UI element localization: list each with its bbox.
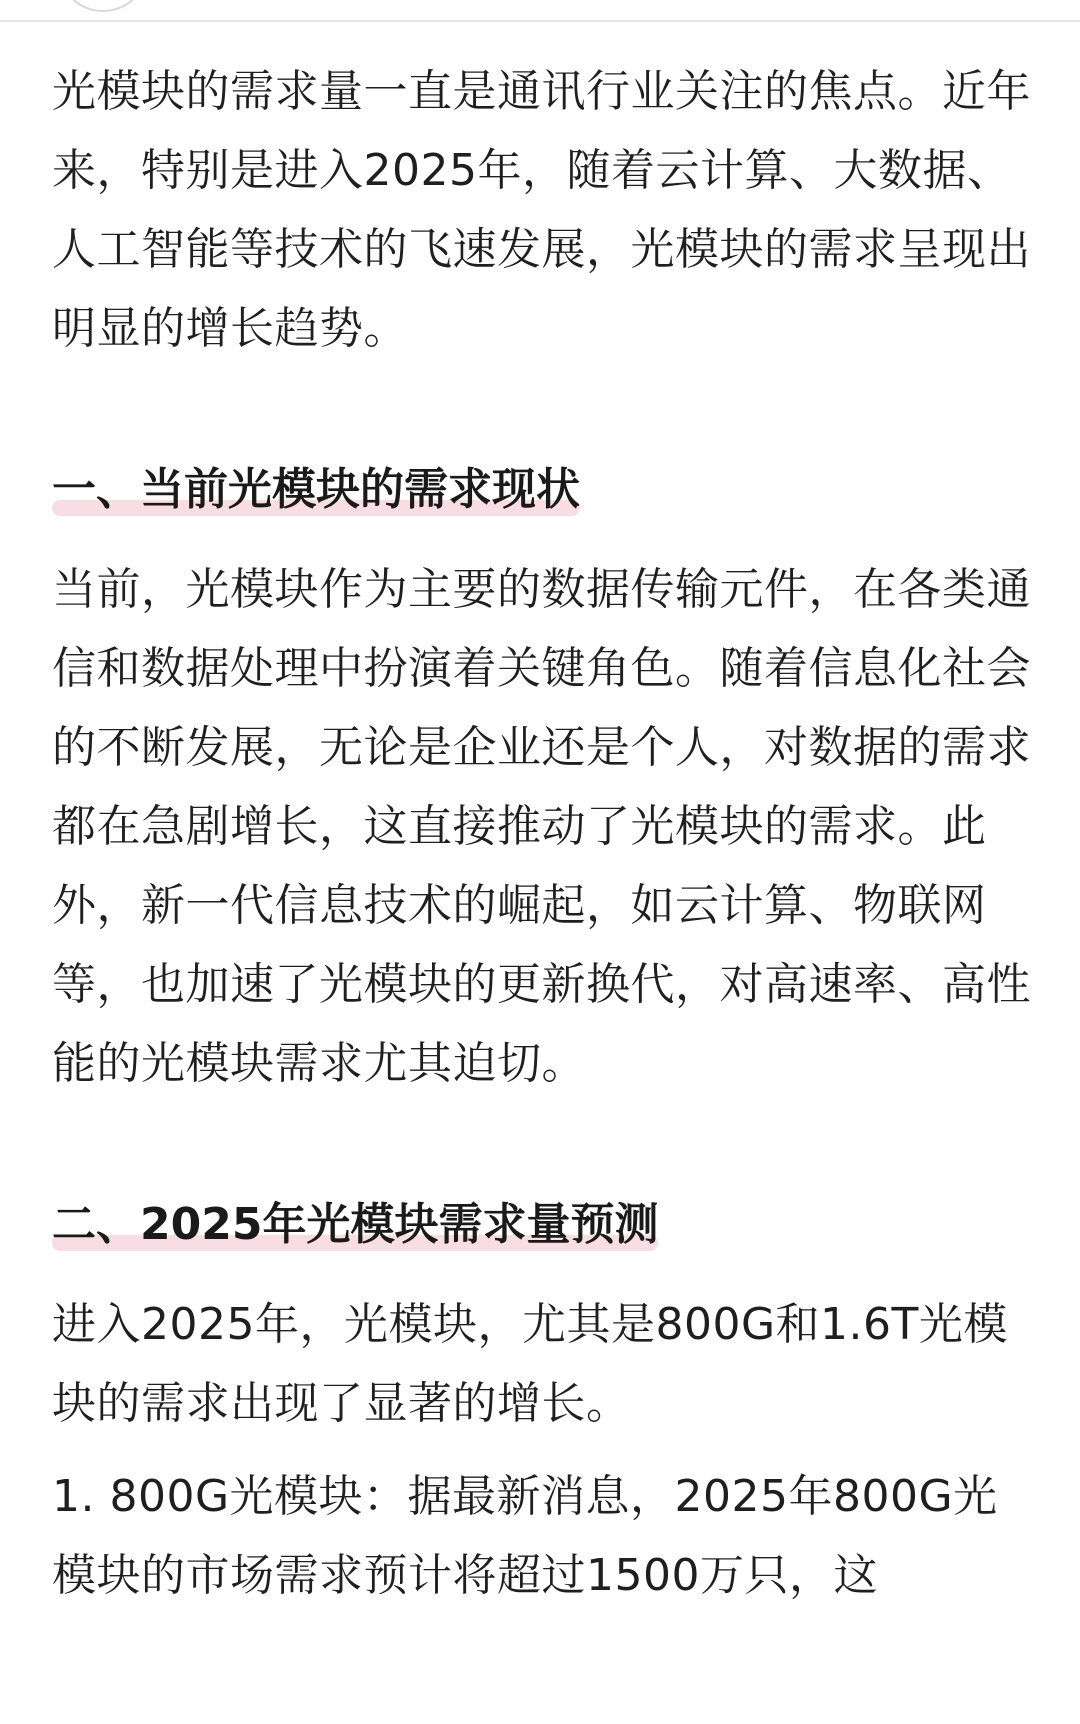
avatar[interactable] [62, 0, 144, 12]
section-2-paragraph: 进入2025年，光模块，尤其是800G和1.6T光模块的需求出现了显著的增长。 [52, 1299, 1008, 1429]
section-heading-2 [52, 1195, 658, 1255]
article-body [52, 52, 1032, 1615]
section-heading-1-text: 一、当前光模块的需求现状 [52, 464, 580, 515]
section-1-paragraph: 当前，光模块作为主要的数据传输元件，在各类通信和数据处理中扮演着关键角色。随着信息化社会的不断发展，无论是企业还是个人，对数据的需求都在急剧增长，这直接推动了光模块的需求。此外，新一代信息技术的崛起，如云计算、物联网等，也加速了光模块的更新换代，对高速率、高性能的光模块需求尤其迫切。 [52, 564, 1031, 1089]
top-bar [0, 0, 1080, 22]
intro-paragraph: 光模块的需求量一直是通讯行业关注的焦点。近年来，特别是进入2025年，随着云计算、大数据、人工智能等技术的飞速发展，光模块的需求呈现出明显的增长趋势。 [52, 66, 1031, 354]
list-item: 1. 800G光模块：据最新消息，2025年800G光模块的市场需求预计将超过1500万只，这 [52, 1471, 998, 1601]
section-heading-2-text: 二、2025年光模块需求量预测 [52, 1199, 659, 1250]
section-heading-1 [52, 460, 580, 520]
